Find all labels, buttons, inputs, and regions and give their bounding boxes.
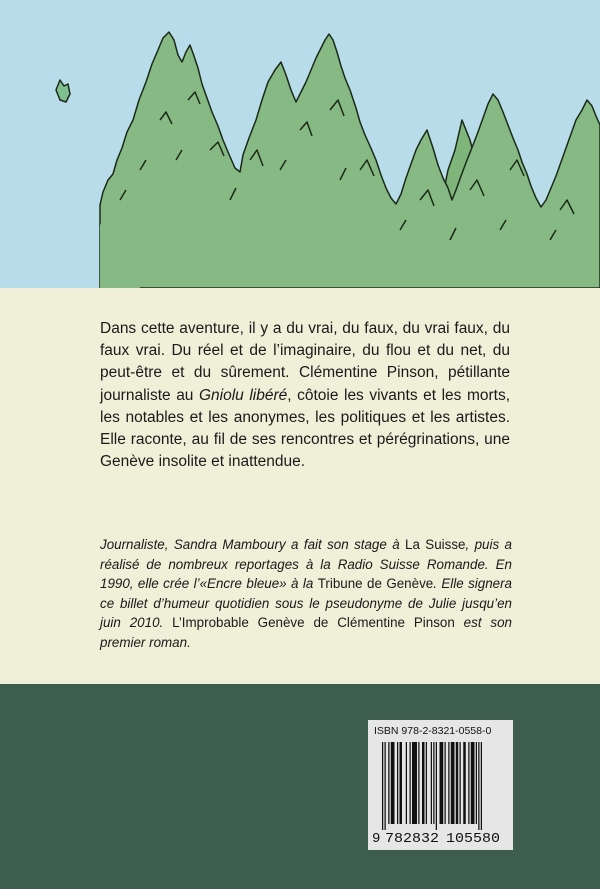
- text-panel: [0, 288, 600, 684]
- barcode-left-group: 782832: [385, 831, 439, 847]
- isbn-label: ISBN 978-2-8321-0558-0: [374, 725, 492, 737]
- isbn-barcode: [368, 720, 513, 850]
- barcode-stripe: [431, 742, 432, 824]
- barcode-stripe: [406, 742, 407, 824]
- bottom-panel: [0, 684, 600, 889]
- barcode-stripe: [412, 742, 417, 824]
- barcode-stripe: [422, 742, 425, 824]
- bio-newspaper-1: La Suisse: [405, 537, 466, 552]
- newspaper-title: Gniolu libéré: [198, 386, 288, 404]
- barcode-stripe: [382, 742, 383, 830]
- blurb-text-2: , côtoie les vivants et les morts, les notables et les anonymes, les politiques et les artistes. Elle raconte, au fil de ses rencontres et pérégrinations, une Genève insolite et inattendue.: [100, 386, 511, 471]
- barcode-stripe: [418, 742, 419, 824]
- barcode-stripe: [391, 742, 395, 824]
- barcode-stripe: [445, 742, 446, 824]
- bio-text-3: . Elle signera ce billet d’humeur quotidien sous le pseudonyme de Julie jusqu’en juin 2010.: [100, 576, 512, 630]
- author-bio: [100, 535, 512, 652]
- bio-newspaper-2: Tribune de Genève: [317, 576, 434, 591]
- barcode-lead-digit: 9: [372, 831, 381, 847]
- barcode-stripe: [410, 742, 411, 824]
- barcode-stripe: [456, 742, 459, 824]
- barcode-stripe: [468, 742, 469, 824]
- bio-text-4: est son premier roman.: [100, 615, 513, 650]
- barcode-stripe: [436, 742, 437, 830]
- barcode-stripe: [433, 742, 434, 824]
- barcode-digits: [368, 827, 513, 847]
- barcode-stripe: [400, 742, 403, 824]
- bio-text-1: Journaliste, Sandra Mamboury a fait son stage à: [100, 537, 406, 552]
- barcode-bars: [368, 742, 513, 832]
- barcode-stripe: [426, 742, 427, 824]
- bio-book-title: L’Improbable Genève de Clémentine Pinson: [172, 615, 455, 630]
- barcode-stripe: [471, 742, 475, 824]
- barcode-stripe: [478, 742, 479, 830]
- barcode-stripe: [481, 742, 482, 830]
- barcode-stripe: [440, 742, 444, 824]
- barcode-right-group: 105580: [446, 831, 500, 847]
- barcode-stripe: [397, 742, 398, 824]
- barcode-stripe: [476, 742, 477, 824]
- blurb-text-1: Dans cette aventure, il y a du vrai, du faux, du vrai faux, du faux vrai. Du réel et de l’imaginaire, du flou et du net, du peut-être et du sûrement. Clémentine Pinson, pétillante journaliste au: [100, 320, 510, 404]
- barcode-stripe: [460, 742, 461, 824]
- barcode-stripe: [448, 742, 449, 824]
- barcode-stripe: [463, 742, 466, 824]
- back-cover-blurb: [100, 318, 510, 473]
- bio-text-2: , puis a réalisé de nombreux reportages à la Radio Suisse Romande. En 1990, elle crée l’«Encre bleue» à la: [100, 537, 512, 591]
- forest-illustration: [0, 0, 600, 288]
- barcode-stripe: [388, 742, 389, 824]
- barcode-stripe: [385, 742, 386, 830]
- barcode-stripe: [451, 742, 455, 824]
